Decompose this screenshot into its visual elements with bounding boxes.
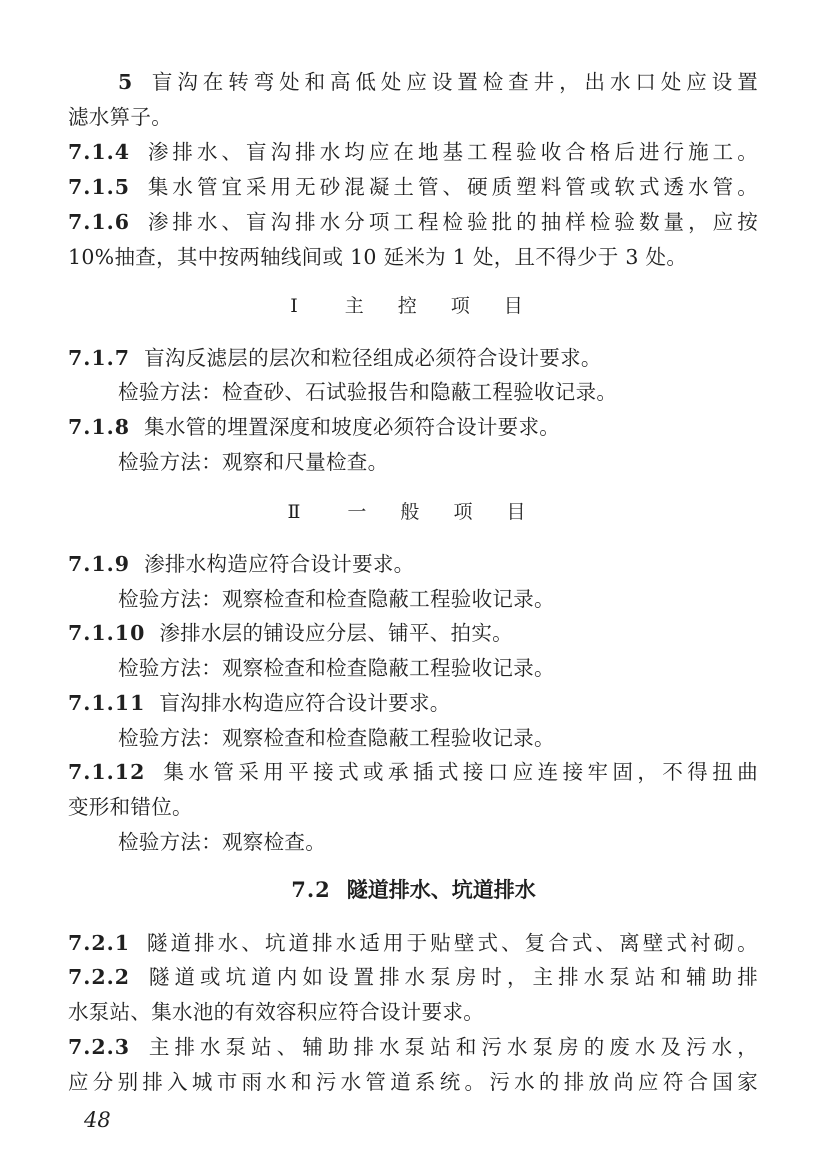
clause-number: 7.1.12 bbox=[68, 760, 146, 784]
clause-number: 7.1.4 bbox=[68, 140, 131, 164]
clause-number: 7.1.6 bbox=[68, 210, 131, 234]
page-number: 48 bbox=[84, 1108, 111, 1132]
clause-7-1-4 bbox=[68, 134, 758, 170]
line-text: 检验方法：观察和尺量检查。 bbox=[118, 450, 389, 474]
line-text: 集水管采用平接式或承插式接口应连接牢固，不得扭曲 bbox=[159, 760, 758, 784]
inspection-method bbox=[118, 650, 808, 686]
section-heading bbox=[0, 872, 827, 908]
line-text: 隧道或坑道内如设置排水泵房时，主排水泵站和辅助排 bbox=[144, 965, 758, 989]
line-text: 检验方法：观察检查和检查隐蔽工程验收记录。 bbox=[118, 726, 555, 750]
clause-7-1-12 bbox=[68, 754, 758, 790]
line-text: 检验方法：观察检查和检查隐蔽工程验收记录。 bbox=[118, 656, 555, 680]
line-text: 渗排水构造应符合设计要求。 bbox=[144, 552, 415, 576]
line-text: 盲沟在转弯处和高低处应设置检查井，出水口处应设置 bbox=[147, 70, 758, 94]
section-title: 隧道排水、坑道排水 bbox=[346, 877, 536, 902]
clause-7-1-9 bbox=[68, 546, 758, 582]
clause-number: 7.2.3 bbox=[68, 1035, 131, 1059]
line-text: 水泵站、集水池的有效容积应符合设计要求。 bbox=[68, 1000, 484, 1024]
clause-7-1-5 bbox=[68, 169, 758, 205]
inspection-method bbox=[118, 581, 808, 617]
clause-number: 7.1.5 bbox=[68, 175, 131, 199]
clause-7-1-6 bbox=[68, 204, 758, 240]
clause-number: 7.1.11 bbox=[68, 691, 146, 715]
paragraph-line bbox=[68, 994, 758, 1030]
line-text: 盲沟反滤层的层次和粒径组成必须符合设计要求。 bbox=[144, 346, 602, 370]
clause-7-2-3 bbox=[68, 1029, 758, 1065]
paragraph-line bbox=[68, 789, 758, 825]
line-text: 检验方法：观察检查。 bbox=[118, 830, 326, 854]
line-text: 检验方法：检查砂、石试验报告和隐蔽工程验收记录。 bbox=[118, 380, 618, 404]
clause-number: 7.1.9 bbox=[68, 552, 131, 576]
line-text: 盲沟排水构造应符合设计要求。 bbox=[159, 691, 451, 715]
clause-number: 7.2.2 bbox=[68, 965, 131, 989]
clause-7-1-10 bbox=[68, 615, 758, 651]
clause-7-1-8 bbox=[68, 409, 758, 445]
subsection-heading-main-items: Ⅰ 主 控 项 目 bbox=[290, 295, 537, 317]
inspection-method bbox=[118, 720, 808, 756]
line-text: 渗排水、盲沟排水均应在地基工程验收合格后进行施工。 bbox=[144, 140, 758, 164]
clause-7-1-11 bbox=[68, 685, 758, 721]
clause-7-2-2 bbox=[68, 959, 758, 995]
clause-number: 7.1.8 bbox=[68, 415, 131, 439]
item-number: 5 bbox=[118, 70, 134, 94]
paragraph-line bbox=[68, 99, 758, 135]
clause-7-1-7 bbox=[68, 340, 758, 376]
clause-number: 7.1.10 bbox=[68, 621, 146, 645]
inspection-method bbox=[118, 374, 808, 410]
line-text: 变形和错位。 bbox=[68, 795, 193, 819]
clause-number: 7.2.1 bbox=[68, 931, 131, 955]
inspection-method bbox=[118, 444, 808, 480]
line-text: 滤水箅子。 bbox=[68, 105, 172, 129]
clause-7-2-1 bbox=[68, 925, 758, 961]
line-text: 集水管宜采用无砂混凝土管、硬质塑料管或软式透水管。 bbox=[144, 175, 758, 199]
line-text: 应分别排入城市雨水和污水管道系统。污水的排放尚应符合国家 bbox=[68, 1070, 758, 1094]
line-text: 检验方法：观察检查和检查隐蔽工程验收记录。 bbox=[118, 587, 555, 611]
line-text: 10%抽查，其中按两轴线间或 10 延米为 1 处，且不得少于 3 处。 bbox=[68, 245, 688, 269]
section-number: 7.2 bbox=[291, 877, 331, 902]
line-text: 主排水泵站、辅助排水泵站和污水泵房的废水及污水， bbox=[144, 1035, 758, 1059]
paragraph-line bbox=[68, 239, 758, 275]
clause-number: 7.1.7 bbox=[68, 346, 131, 370]
line-text: 渗排水层的铺设应分层、铺平、拍实。 bbox=[159, 621, 513, 645]
inspection-method bbox=[118, 824, 808, 860]
subsection-heading-general-items: Ⅱ 一 般 项 目 bbox=[287, 501, 540, 523]
paragraph-line bbox=[68, 1064, 758, 1100]
line-text: 集水管的埋置深度和坡度必须符合设计要求。 bbox=[144, 415, 561, 439]
paragraph-line bbox=[118, 64, 758, 100]
line-text: 渗排水、盲沟排水分项工程检验批的抽样检验数量，应按 bbox=[144, 210, 758, 234]
line-text: 隧道排水、坑道排水适用于贴壁式、复合式、离壁式衬砌。 bbox=[144, 931, 758, 955]
